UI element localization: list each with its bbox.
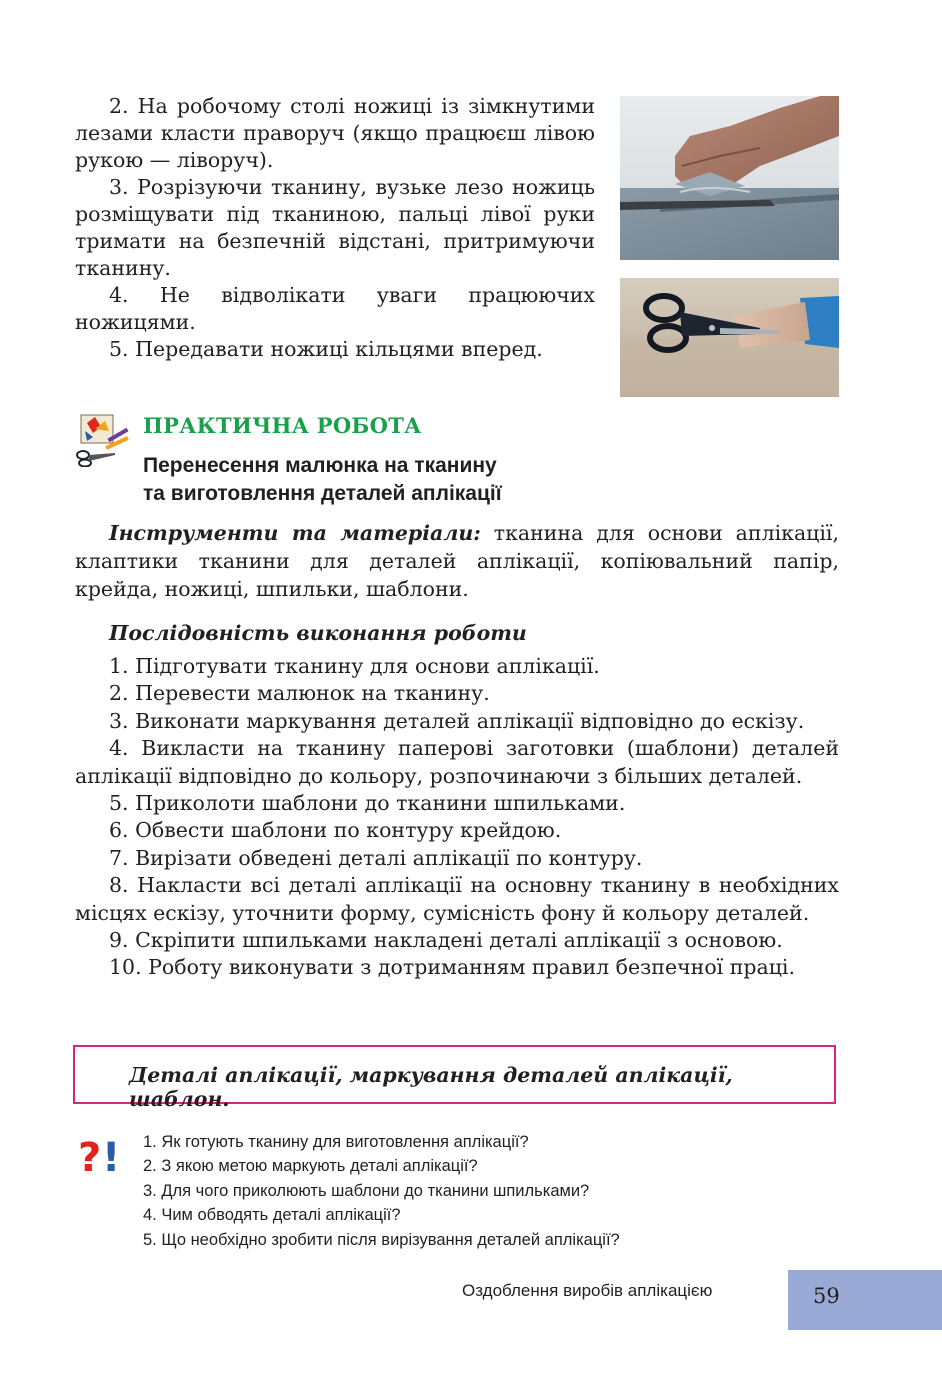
step-item: 2. Перевести малюнок на тканину. bbox=[109, 681, 490, 706]
question-item: 3. Для чого приколюють шаблони до тканини шпильками? bbox=[143, 1181, 590, 1200]
page-number: 59 bbox=[813, 1284, 840, 1308]
keywords-text: Деталі аплікації, маркування деталей аплікації, шаблон. bbox=[129, 1063, 733, 1111]
safety-rules bbox=[75, 93, 595, 363]
question-exclamation-icon bbox=[78, 1133, 122, 1177]
materials-paragraph bbox=[75, 519, 839, 603]
keywords-box bbox=[73, 1045, 836, 1111]
step-item: 7. Вирізати обведені деталі аплікації по контуру. bbox=[109, 845, 643, 870]
title-line: Перенесення малюнка на тканину bbox=[143, 454, 497, 477]
materials-text: тканина для основи аплікації, клаптики тканини для деталей аплікації, копіювальний папір, крейда, ножиці, шпильки, шаблони. bbox=[75, 521, 839, 601]
photo-cutting-fabric bbox=[620, 96, 839, 260]
rule-item: 5. Передавати ножиці кільцями вперед. bbox=[109, 337, 543, 361]
step-item: 4. Викласти на тканину паперові заготовки (шаблони) деталей аплікації відповідно до кольору, розпочинаючи з більших деталей. bbox=[75, 736, 839, 788]
footer-section-title: Оздоблення виробів аплікацією bbox=[462, 1281, 713, 1300]
step-item: 3. Виконати маркування деталей аплікації відповідно до ескізу. bbox=[109, 708, 805, 733]
rule-item: 3. Розрізуючи тканину, вузьке лезо ножиць розміщувати під тканиною, пальці лівої руки тримати на безпечній відстані, притримуючи тканину. bbox=[75, 175, 595, 280]
question-item: 4. Чим обводять деталі аплікації? bbox=[143, 1206, 401, 1225]
review-questions bbox=[143, 1130, 620, 1252]
rule-item: 2. На робочому столі ножиці із зімкнутими лезами класти праворуч (якщо працюєш лівою рукою — ліворуч). bbox=[75, 94, 595, 172]
photo-passing-scissors bbox=[620, 278, 839, 397]
sequence-heading: Послідовність виконання роботи bbox=[109, 621, 527, 645]
question-item: 5. Що необхідно зробити після вирізування деталей аплікації? bbox=[143, 1230, 620, 1249]
materials-label: Інструменти та матеріали: bbox=[109, 521, 481, 545]
sewing-tools-icon bbox=[75, 413, 133, 467]
step-item: 1. Підготувати тканину для основи аплікації. bbox=[109, 654, 600, 678]
step-item: 10. Роботу виконувати з дотриманням правил безпечної праці. bbox=[109, 955, 795, 980]
step-item: 9. Скріпити шпильками накладені деталі аплікації з основою. bbox=[109, 928, 783, 953]
practical-work-title bbox=[143, 452, 502, 508]
step-item: 6. Обвести шаблони по контуру крейдою. bbox=[109, 818, 562, 843]
question-item: 1. Як готують тканину для виготовлення аплікації? bbox=[143, 1133, 529, 1151]
steps-list bbox=[75, 653, 839, 982]
page-number-box bbox=[788, 1270, 942, 1330]
svg-text:!: ! bbox=[102, 1135, 121, 1177]
practical-work-heading: ПРАКТИЧНА РОБОТА bbox=[143, 413, 422, 438]
svg-text:?: ? bbox=[78, 1135, 102, 1177]
title-line: та виготовлення деталей аплікації bbox=[143, 482, 502, 505]
step-item: 5. Приколоти шаблони до тканини шпильками. bbox=[109, 791, 626, 816]
step-item: 8. Накласти всі деталі аплікації на основну тканину в необхідних місцях ескізу, уточнити форму, сумісність фону й кольору деталей. bbox=[75, 873, 839, 925]
question-item: 2. З якою метою маркують деталі аплікації? bbox=[143, 1157, 478, 1176]
rule-item: 4. Не відволікати уваги працюючих ножицями. bbox=[75, 283, 595, 334]
